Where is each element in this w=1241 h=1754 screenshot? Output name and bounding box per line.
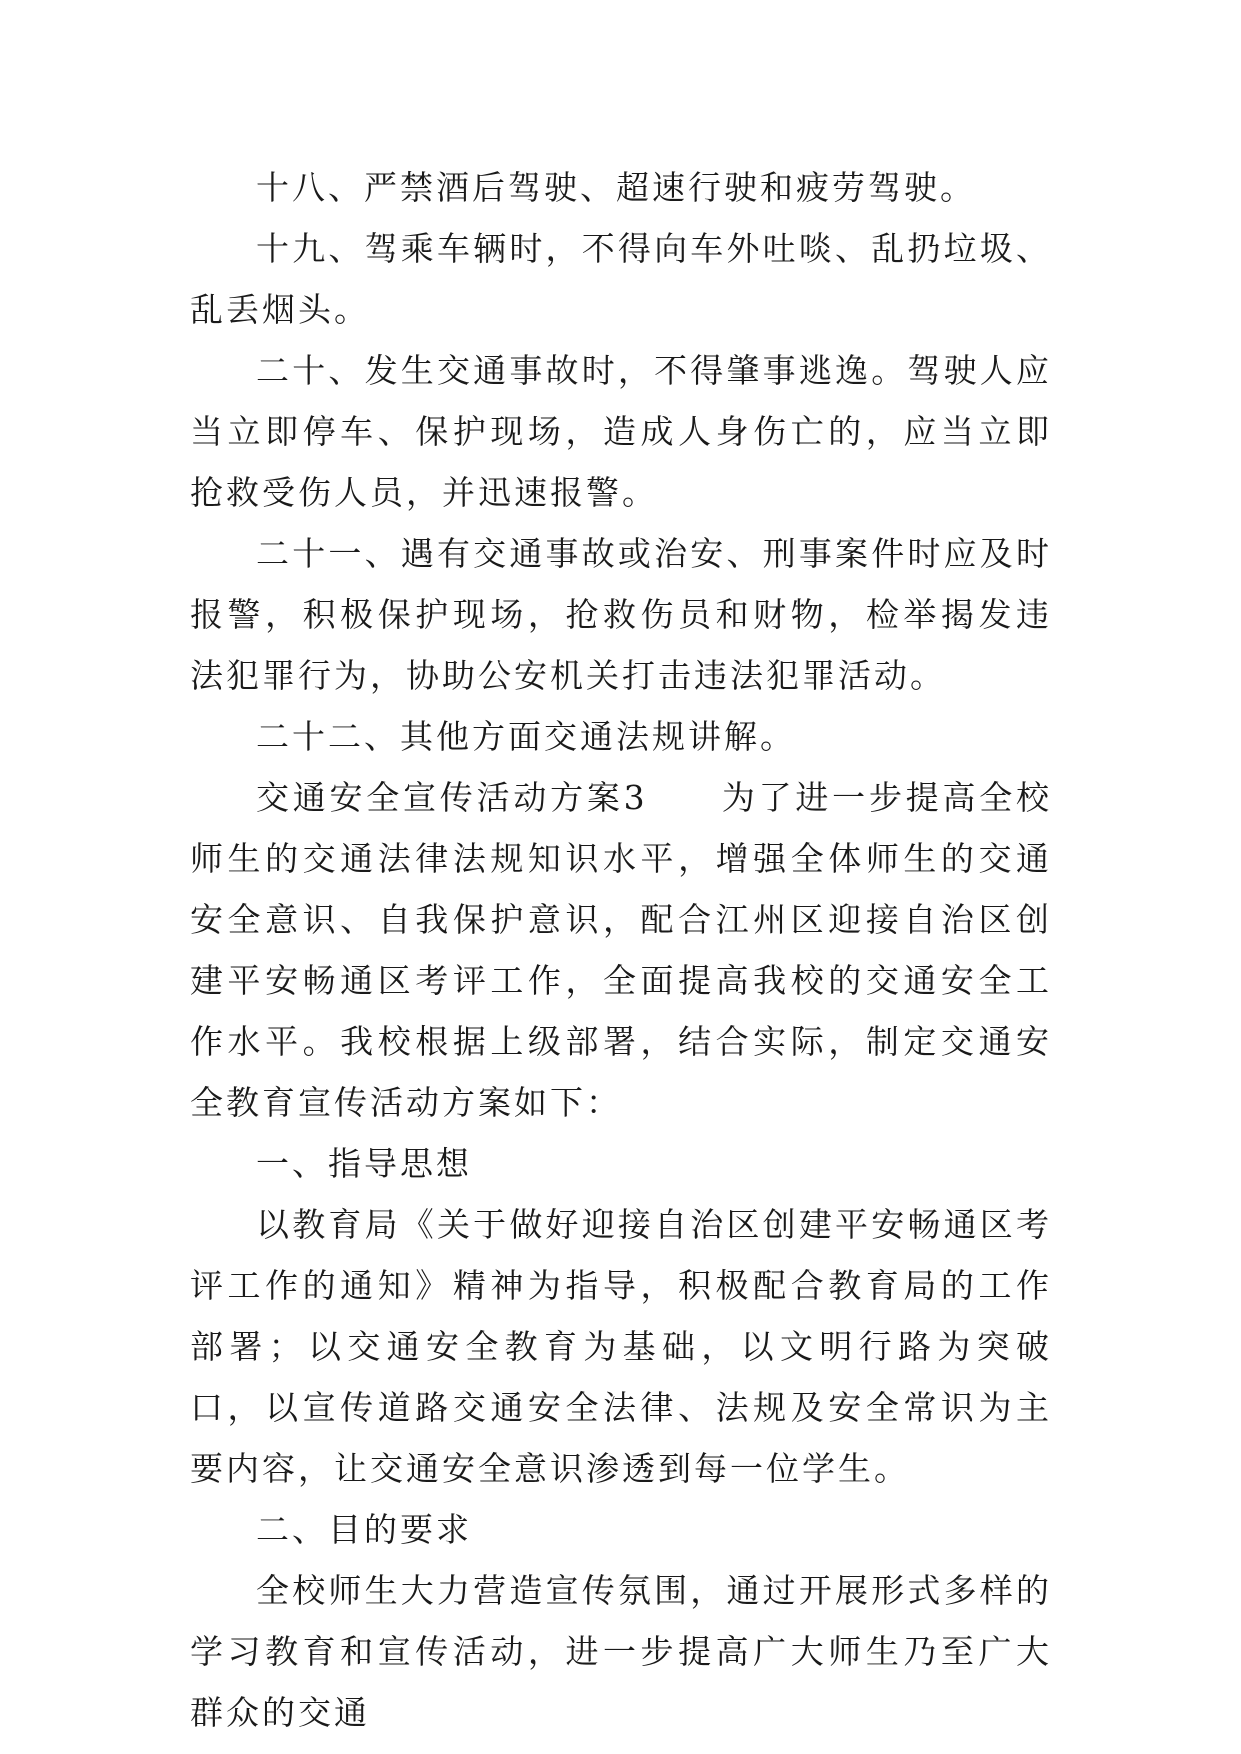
paragraph-objectives: 全校师生大力营造宣传氛围，通过开展形式多样的学习教育和宣传活动，进一步提高广大师生乃至广大群众的交通: [190, 1571, 1052, 1732]
paragraph-guiding-ideology: 以教育局《关于做好迎接自治区创建平安畅通区考评工作的通知》精神为指导，积极配合教育局的工作部署；以交通安全教育为基础，以文明行路为突破口，以宣传道路交通安全法律、法规及安全常识为主要内容，让交通安全意识渗透到每一位学生。: [190, 1205, 1052, 1488]
paragraph-rule-19: 十九、驾乘车辆时，不得向车外吐啖、乱扔垃圾、乱丢烟头。: [190, 229, 1052, 329]
paragraph-rule-18: 十八、严禁酒后驾驶、超速行驶和疲劳驾驶。: [256, 168, 976, 207]
section-heading-objectives: 二、目的要求: [256, 1510, 472, 1549]
document-body: [190, 157, 1052, 1743]
paragraph-rule-20: 二十、发生交通事故时，不得肇事逃逸。驾驶人应当立即停车、保护现场，造成人身伤亡的，应当立即抢救受伤人员，并迅速报警。: [190, 351, 1052, 512]
section-heading-guiding-ideology: 一、指导思想: [256, 1144, 472, 1183]
paragraph-plan-intro: 交通安全宣传活动方案3 为了进一步提高全校师生的交通法律法规知识水平，增强全体师生的交通安全意识、自我保护意识，配合江州区迎接自治区创建平安畅通区考评工作，全面提高我校的交通安全工作水平。我校根据上级部署，结合实际，制定交通安全教育宣传活动方案如下：: [190, 778, 1052, 1122]
paragraph-rule-21: 二十一、遇有交通事故或治安、刑事案件时应及时报警，积极保护现场，抢救伤员和财物，检举揭发违法犯罪行为，协助公安机关打击违法犯罪活动。: [190, 534, 1052, 695]
paragraph-rule-22: 二十二、其他方面交通法规讲解。: [256, 717, 796, 756]
